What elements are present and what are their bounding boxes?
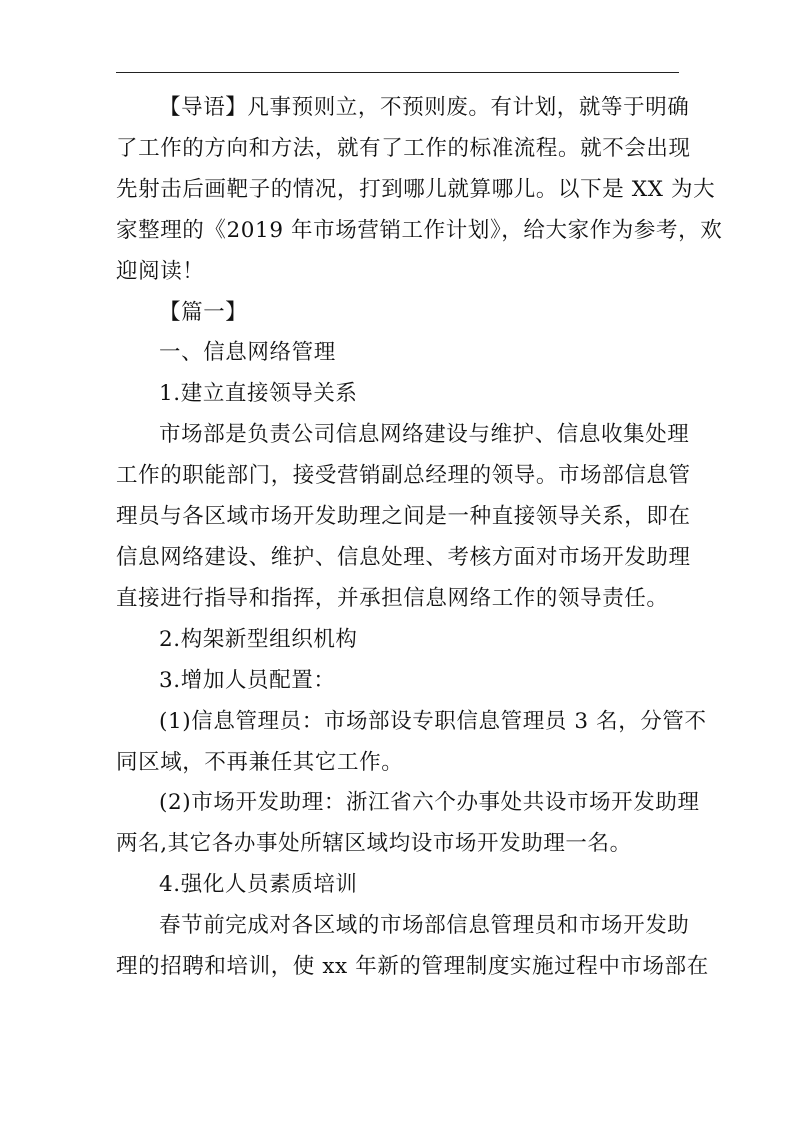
body-paragraph [116,783,700,865]
intro-paragraph [116,88,723,293]
body-paragraph [116,906,709,988]
item-heading [116,374,680,415]
header-rule [116,72,679,73]
item-heading [116,661,680,702]
text-line: 先射击后画靶子的情况，打到哪儿就算哪儿。以下是 XX 为大 [116,176,716,202]
text-line: 工作的职能部门，接受营销副总经理的领导。市场部信息管 [116,463,691,489]
item-heading [116,620,680,661]
section-heading [116,293,680,334]
text-line: 【篇一】 [159,299,248,325]
subsection-heading [116,333,680,374]
text-line: 迎阅读！ [116,258,205,284]
text-line: 理员与各区域市场开发助理之间是一种直接领导关系，即在 [116,504,691,530]
text-line: 一、信息网络管理 [159,340,336,366]
body-paragraph [116,702,707,784]
document-body [116,88,723,988]
text-line: 【导语】凡事预则立，不预则废。有计划，就等于明确 [159,95,690,120]
body-paragraph [116,415,691,620]
item-heading [116,865,680,906]
text-line: (1)信息管理员：市场部设专职信息管理员 3 名，分管不 [159,708,707,734]
text-line: 信息网络建设、维护、信息处理、考核方面对市场开发助理 [116,544,691,570]
text-line: 了工作的方向和方法，就有了工作的标准流程。就不会出现 [116,135,691,161]
text-line: 市场部是负责公司信息网络建设与维护、信息收集处理 [159,422,690,448]
text-line: 2.构架新型组织机构 [159,626,358,652]
text-line: 3.增加人员配置： [159,667,336,693]
text-line: 家整理的《2019 年市场营销工作计划》，给大家作为参考，欢 [116,217,723,243]
text-line: 1.建立直接领导关系 [159,381,358,407]
text-line: 同区域，不再兼任其它工作。 [116,749,404,775]
text-line: (2)市场开发助理：浙江省六个办事处共设市场开发助理 [159,790,700,816]
text-line: 4.强化人员素质培训 [159,872,358,898]
text-line: 直接进行指导和指挥，并承担信息网络工作的领导责任。 [116,585,669,611]
text-line: 理的招聘和培训，使 xx 年新的管理制度实施过程中市场部在 [116,954,709,980]
text-line: 两名,其它各办事处所辖区域均设市场开发助理一名。 [116,831,632,857]
text-line: 春节前完成对各区域的市场部信息管理员和市场开发助 [159,913,690,939]
